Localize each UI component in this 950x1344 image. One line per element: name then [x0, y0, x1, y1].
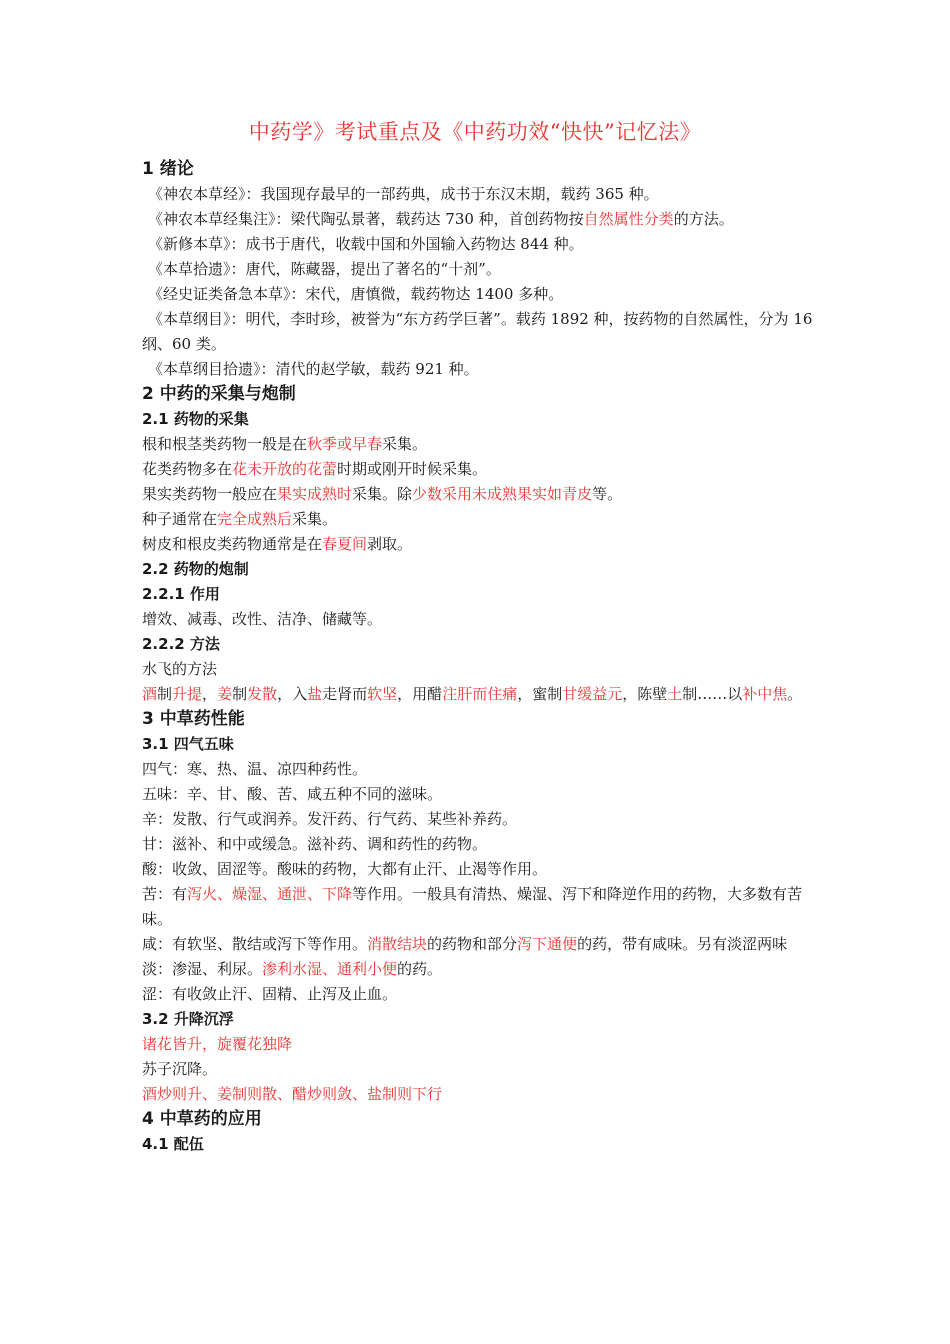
paragraph: 四气：寒、热、温、凉四种药性。 [142, 760, 368, 778]
subsection-heading: 3.2 升降沉浮 [142, 1010, 234, 1028]
section-heading-2: 2 中药的采集与炮制 [142, 384, 296, 404]
paragraph: 淡：渗湿、利尿。渗利水湿、通利小便的药。 [142, 960, 443, 978]
subsection-heading: 3.1 四气五味 [142, 735, 234, 753]
subsection-heading: 2.1 药物的采集 [142, 410, 249, 428]
paragraph: 《神农本草经》：我国现存最早的一部药典，成书于东汉末期，载药 365 种。 [148, 185, 659, 203]
paragraph: 《经史证类备急本草》：宋代，唐慎微，载药物达 1400 多种。 [148, 285, 564, 303]
paragraph: 《本草纲目拾遗》：清代的赵学敏，载药 921 种。 [148, 360, 479, 378]
document-title: 中药学》考试重点及《中药功效“快快”记忆法》 [248, 120, 702, 144]
paragraph: 甘：滋补、和中或缓急。滋补药、调和药性的药物。 [142, 835, 488, 853]
paragraph: 《神农本草经集注》：梁代陶弘景著，载药达 730 种，首创药物按自然属性分类的方法。 [148, 210, 734, 228]
subsection-heading: 2.2 药物的炮制 [142, 560, 249, 578]
paragraph: 五味：辛、甘、酸、苦、咸五种不同的滋味。 [142, 785, 443, 803]
paragraph: 《本草纲目》：明代，李时珍，被誉为“东方药学巨著”。载药 1892 种，按药物的自然属性，分为 16 纲、60 类。 [142, 310, 813, 353]
paragraph: 花类药物多在花未开放的花蕾时期或刚开时候采集。 [142, 460, 488, 478]
paragraph: 咸：有软坚、散结或泻下等作用。消散结块的药物和部分泻下通便的药，带有咸味。另有淡涩两味 [142, 935, 788, 953]
paragraph: 树皮和根皮类药物通常是在春夏间剥取。 [142, 535, 413, 553]
section-heading-4: 4 中草药的应用 [142, 1109, 262, 1129]
subsubsection-heading: 2.2.2 方法 [142, 635, 220, 653]
paragraph: 涩：有收敛止汗、固精、止泻及止血。 [142, 985, 398, 1003]
paragraph: 水飞的方法 [142, 660, 218, 678]
paragraph: 辛：发散、行气或润养。发汗药、行气药、某些补养药。 [142, 810, 518, 828]
paragraph: 种子通常在完全成熟后采集。 [142, 510, 338, 528]
paragraph: 增效、减毒、改性、洁净、储藏等。 [142, 610, 383, 628]
paragraph: 《本草拾遗》：唐代，陈藏器，提出了著名的“十剂”。 [148, 260, 501, 278]
paragraph: 根和根茎类药物一般是在秋季或早春采集。 [142, 435, 428, 453]
subsubsection-heading: 2.2.1 作用 [142, 585, 220, 603]
paragraph: 酸：收敛、固涩等。酸味的药物，大都有止汗、止渴等作用。 [142, 860, 548, 878]
paragraph-highlight: 诸花皆升，旋覆花独降 [142, 1035, 293, 1053]
paragraph: 苏子沉降。 [142, 1060, 218, 1078]
subsection-heading: 4.1 配伍 [142, 1135, 204, 1153]
paragraph-highlight: 酒炒则升、姜制则散、醋炒则敛、盐制则下行 [142, 1085, 443, 1103]
section-heading-1: 1 绪论 [142, 159, 194, 179]
paragraph: 《新修本草》：成书于唐代，收载中国和外国输入药物达 844 种。 [148, 235, 584, 253]
paragraph: 苦：有泻火、燥湿、通泄、下降等作用。一般具有清热、燥湿、泻下和降逆作用的药物，大多数有苦味。 [142, 885, 803, 928]
document-body [142, 157, 814, 1157]
paragraph: 酒制升提，姜制发散，入盐走肾而软坚，用醋注肝而住痛，蜜制甘缓益元，陈壁土制……以补中焦。 [142, 685, 803, 703]
paragraph: 果实类药物一般应在果实成熟时采集。除少数采用未成熟果实如青皮等。 [142, 485, 623, 503]
section-heading-3: 3 中草药性能 [142, 709, 245, 729]
